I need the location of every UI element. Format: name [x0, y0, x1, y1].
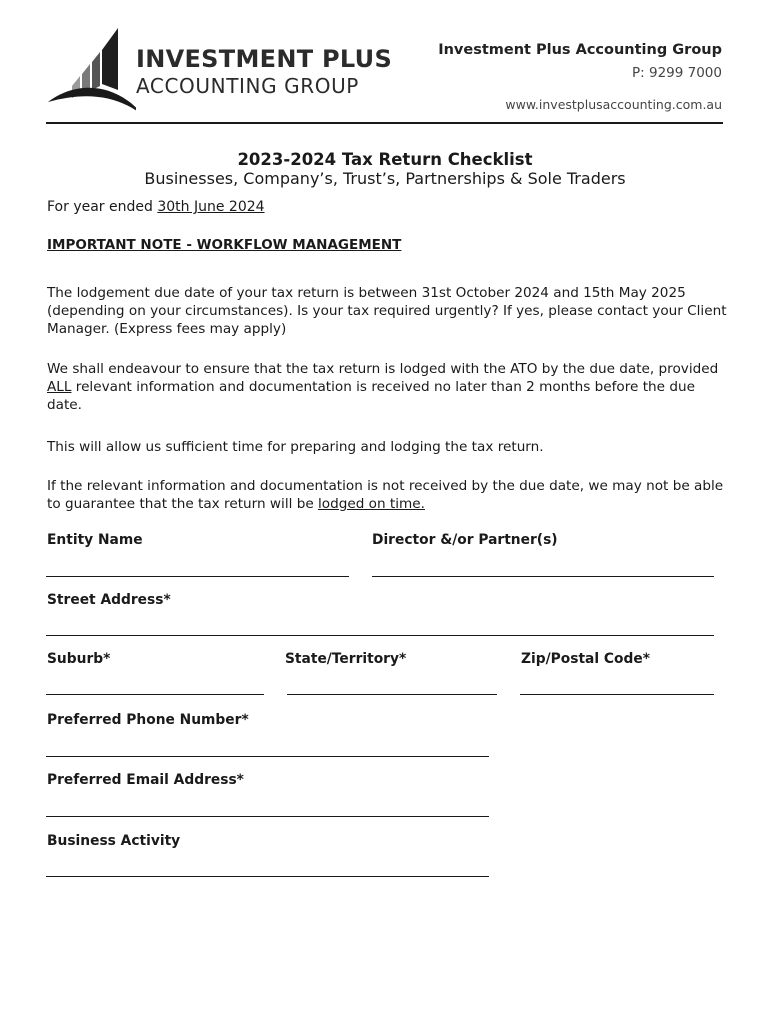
document-title: 2023-2024 Tax Return Checklist	[237, 150, 533, 169]
important-note-heading: IMPORTANT NOTE - WORKFLOW MANAGEMENT	[47, 237, 402, 253]
state-territory-label: State/Territory*	[285, 651, 407, 667]
year-ended-date: 30th June 2024	[157, 199, 265, 215]
entity-name-label: Entity Name	[47, 532, 143, 548]
note-paragraph-2-end: relevant information and documentation is received no later than 2 months before the due date.	[47, 379, 695, 413]
note-paragraph-2-start: We shall endeavour to ensure that the tax return is lodged with the ATO by the due date, provided	[47, 361, 719, 377]
business-activity-label: Business Activity	[47, 833, 181, 849]
email-field[interactable]	[46, 816, 489, 817]
zip-postal-label: Zip/Postal Code*	[521, 651, 650, 667]
state-territory-field[interactable]	[287, 694, 497, 695]
note-paragraph-2	[47, 360, 727, 414]
contact-website-link[interactable]: www.investplusaccounting.com.au	[505, 97, 722, 112]
brand-name-line1: INVESTMENT PLUS	[136, 45, 393, 73]
phone-field[interactable]	[46, 756, 489, 757]
header-divider	[46, 122, 723, 124]
year-ended-prefix: For year ended	[47, 199, 158, 215]
bar-chart-swoosh-logo-icon	[44, 24, 136, 118]
brand-name-line2: ACCOUNTING GROUP	[136, 74, 359, 98]
note-paragraph-4-emphasis: lodged on time.	[318, 496, 425, 512]
phone-label: Preferred Phone Number*	[47, 712, 249, 728]
note-paragraph-4-start: If the relevant information and documentation is not received by the due date, we may not be able to guarantee that the tax return will be	[47, 478, 724, 512]
note-paragraph-3: This will allow us sufficient time for preparing and lodging the tax return.	[47, 439, 544, 455]
entity-name-field[interactable]	[46, 576, 349, 577]
year-ended-line	[47, 199, 265, 215]
director-partner-label: Director &/or Partner(s)	[372, 532, 558, 548]
note-paragraph-1: The lodgement due date of your tax return is between 31st October 2024 and 15th May 2025 (depending on your circumstances). Is your tax required urgently? If yes, please contact your Client Manager. (Express fees may apply)	[47, 285, 727, 337]
suburb-label: Suburb*	[47, 651, 111, 667]
contact-phone: P: 9299 7000	[632, 65, 722, 81]
note-paragraph-4	[47, 477, 727, 513]
document-subtitle: Businesses, Company’s, Trust’s, Partnerships & Sole Traders	[144, 169, 626, 188]
suburb-field[interactable]	[46, 694, 264, 695]
street-address-field[interactable]	[46, 635, 714, 636]
zip-postal-field[interactable]	[520, 694, 714, 695]
contact-company-name: Investment Plus Accounting Group	[438, 42, 722, 58]
email-label: Preferred Email Address*	[47, 772, 244, 788]
director-partner-field[interactable]	[372, 576, 714, 577]
street-address-label: Street Address*	[47, 592, 171, 608]
note-paragraph-2-emphasis: ALL	[47, 379, 72, 395]
business-activity-field[interactable]	[46, 876, 489, 877]
